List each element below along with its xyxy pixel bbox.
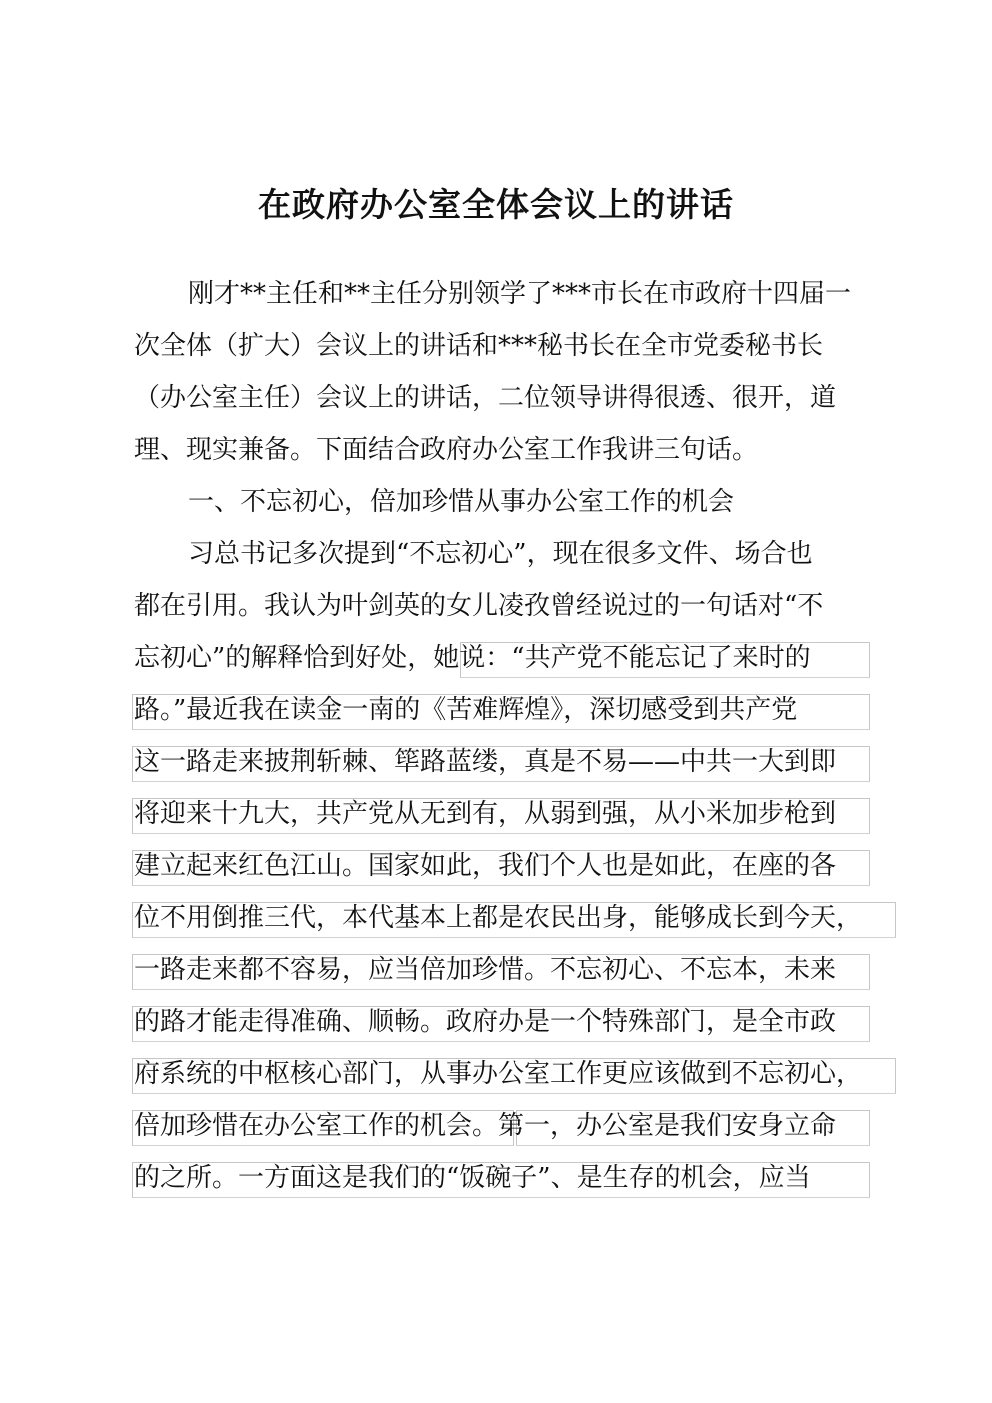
body-line: 位不用倒推三代，本代基本上都是农民出身，能够成长到今天， xyxy=(134,903,863,933)
section-heading: 一、不忘初心，倍加珍惜从事办公室工作的机会 xyxy=(188,487,735,517)
body-line: 这一路走来披荆斩棘、筚路蓝缕，真是不易——中共一大到即 xyxy=(134,747,837,777)
body-line: 的之所。一方面这是我们的“饭碗子”、是生存的机会，应当 xyxy=(134,1163,811,1193)
body-line: 倍加珍惜在办公室工作的机会。第一，办公室是我们安身立命 xyxy=(134,1111,837,1141)
body-line: 理、现实兼备。下面结合政府办公室工作我讲三句话。 xyxy=(134,435,759,465)
body-line: 一路走来都不容易，应当倍加珍惜。不忘初心、不忘本，未来 xyxy=(134,955,837,985)
body-line: 都在引用。我认为叶剑英的女儿凌孜曾经说过的一句话对“不 xyxy=(134,591,824,621)
body-line: 刚才**主任和**主任分别领学了***市长在市政府十四届一 xyxy=(188,279,852,309)
body-line: 将迎来十九大，共产党从无到有，从弱到强，从小米加步枪到 xyxy=(134,799,837,829)
body-line: 次全体（扩大）会议上的讲话和***秘书长在全市党委秘书长 xyxy=(134,331,824,361)
body-line: 建立起来红色江山。国家如此，我们个人也是如此，在座的各 xyxy=(134,851,837,881)
body-line: 的路才能走得准确、顺畅。政府办是一个特殊部门，是全市政 xyxy=(134,1007,837,1037)
body-line: 忘初心”的解释恰到好处，她说：“共产党不能忘记了来时的 xyxy=(134,643,811,673)
body-line: 习总书记多次提到“不忘初心”，现在很多文件、场合也 xyxy=(188,539,813,569)
body-line: （办公室主任）会议上的讲话，二位领导讲得很透、很开，道 xyxy=(134,383,837,413)
body-line: 路。”最近我在读金一南的《苦难辉煌》，深切感受到共产党 xyxy=(134,695,798,725)
document-title: 在政府办公室全体会议上的讲话 xyxy=(258,185,734,224)
body-line: 府系统的中枢核心部门，从事办公室工作更应该做到不忘初心， xyxy=(134,1059,863,1089)
